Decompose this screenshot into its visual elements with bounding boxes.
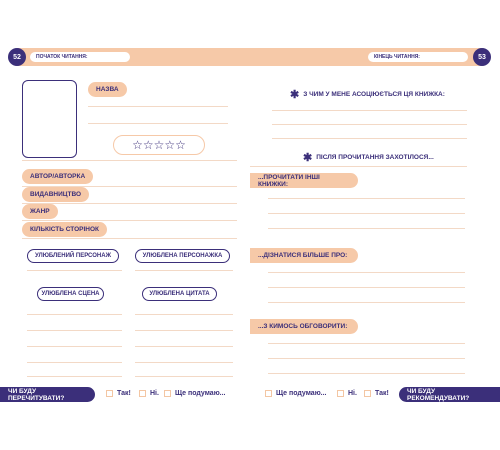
recommend-yes[interactable]: Так! (364, 390, 389, 397)
recommend-maybe[interactable]: Ще подумаю... (265, 390, 327, 397)
learn-more-label: ...ДІЗНАТИСЯ БІЛЬШЕ ПРО: (250, 248, 358, 263)
reread-maybe[interactable]: Ще подумаю... (164, 390, 226, 397)
start-reading-field[interactable]: ПОЧАТОК ЧИТАННЯ: (30, 52, 130, 62)
checkbox[interactable] (265, 390, 272, 397)
star-rating[interactable] (113, 135, 205, 155)
read-other-books-label: ...ПРОЧИТАТИ ІНШІ КНИЖКИ: (250, 173, 358, 188)
favorite-quote-label: УЛЮБЛЕНА ЦИТАТА (142, 287, 217, 301)
right-page-number: 53 (473, 48, 491, 66)
end-reading-field[interactable]: КІНЕЦЬ ЧИТАННЯ: (368, 52, 468, 62)
reread-no[interactable]: Ні. (139, 390, 159, 397)
book-cover-frame[interactable] (22, 80, 77, 158)
checkbox[interactable] (139, 390, 146, 397)
pages-line[interactable] (22, 238, 237, 239)
publisher-line[interactable] (22, 203, 237, 204)
recommend-no[interactable]: Ні. (337, 390, 357, 397)
asterisk-icon: ✱ (303, 152, 313, 164)
title-label: НАЗВА (88, 82, 127, 97)
title-line[interactable] (88, 106, 228, 107)
asterisk-icon: ✱ (290, 89, 300, 101)
reread-question: ЧИ БУДУ ПЕРЕЧИТУВАТИ? (0, 387, 95, 402)
checkbox[interactable] (337, 390, 344, 397)
rating-stars[interactable]: ☆☆☆☆☆ (132, 138, 186, 152)
title-line[interactable] (88, 123, 228, 124)
after-reading-heading: ✱ ПІСЛЯ ПРОЧИТАННЯ ЗАХОТІЛОСЯ... (303, 152, 434, 164)
discuss-with-label: ...З КИМОСЬ ОБГОВОРИТИ: (250, 319, 358, 334)
favorite-heroine-label: УЛЮБЛЕНА ПЕРСОНАЖКА (135, 249, 230, 263)
pages-label: КІЛЬКІСТЬ СТОРІНОК (22, 222, 107, 237)
author-label: АВТОР/АВТОРКА (22, 169, 93, 184)
divider-line (22, 160, 237, 161)
reread-yes[interactable]: Так! (106, 390, 131, 397)
recommend-question: ЧИ БУДУ РЕКОМЕНДУВАТИ? (399, 387, 500, 402)
left-page-number: 52 (8, 48, 26, 66)
genre-line[interactable] (22, 220, 237, 221)
favorite-character-label: УЛЮБЛЕНИЙ ПЕРСОНАЖ (27, 249, 119, 263)
checkbox[interactable] (364, 390, 371, 397)
associations-heading: ✱ З ЧИМ У МЕНЕ АСОЦІЮЄТЬСЯ ЦЯ КНИЖКА: (290, 89, 445, 101)
favorite-scene-label: УЛЮБЛЕНА СЦЕНА (37, 287, 104, 301)
publisher-label: ВИДАВНИЦТВО (22, 187, 89, 202)
genre-label: ЖАНР (22, 204, 58, 219)
checkbox[interactable] (106, 390, 113, 397)
checkbox[interactable] (164, 390, 171, 397)
